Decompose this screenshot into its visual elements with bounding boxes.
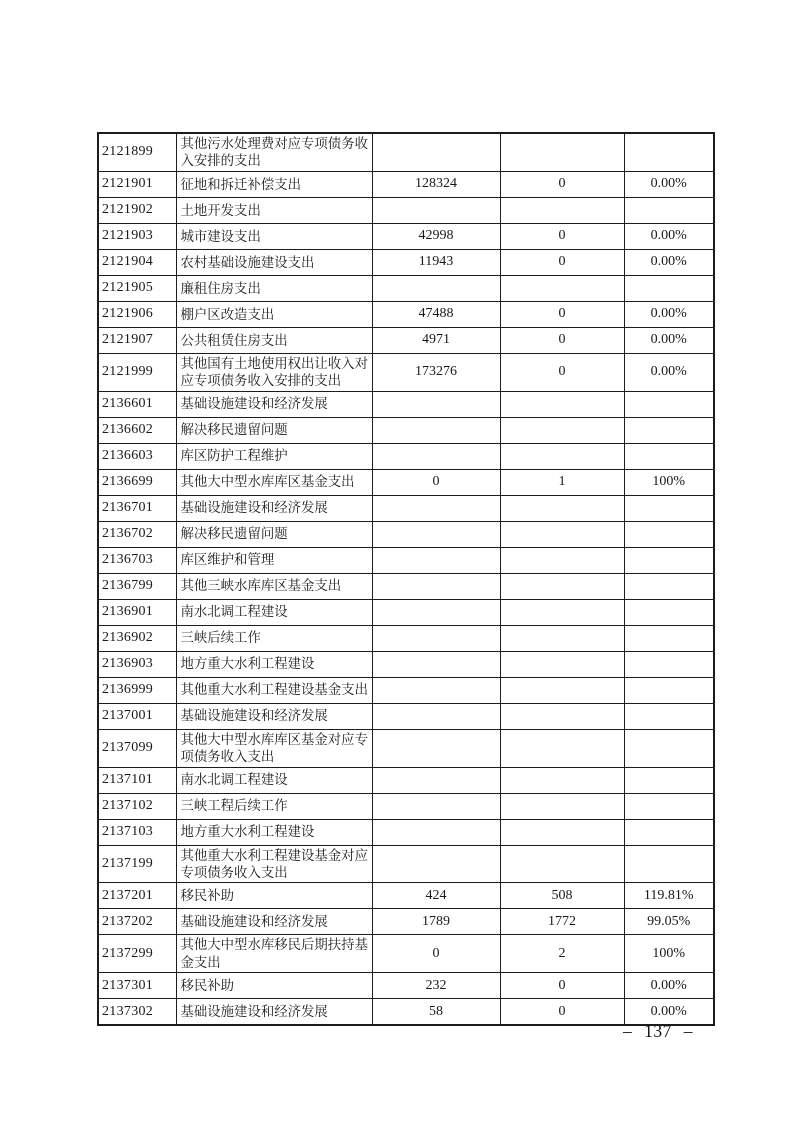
rate-cell [624, 133, 714, 171]
code-cell: 2136702 [98, 521, 176, 547]
name-cell: 三峡工程后续工作 [176, 793, 372, 819]
name-cell: 南水北调工程建设 [176, 767, 372, 793]
budget-cell: 42998 [372, 223, 500, 249]
rate-cell [624, 573, 714, 599]
code-cell: 2121903 [98, 223, 176, 249]
budget-cell: 1789 [372, 909, 500, 935]
table-row [98, 935, 714, 973]
code-cell: 2136601 [98, 391, 176, 417]
name-cell: 城市建设支出 [176, 223, 372, 249]
budget-cell: 232 [372, 973, 500, 999]
name-cell: 棚户区改造支出 [176, 301, 372, 327]
name-cell: 其他重大水利工程建设基金对应专项债务收入支出 [176, 845, 372, 883]
rate-cell [624, 521, 714, 547]
budget-cell: 0 [372, 469, 500, 495]
code-cell: 2121906 [98, 301, 176, 327]
table-row [98, 909, 714, 935]
table-row [98, 625, 714, 651]
name-cell: 土地开发支出 [176, 197, 372, 223]
rate-cell [624, 443, 714, 469]
budget-cell: 58 [372, 999, 500, 1026]
rate-cell [624, 819, 714, 845]
name-cell: 库区维护和管理 [176, 547, 372, 573]
code-cell: 2137001 [98, 703, 176, 729]
name-cell: 基础设施建设和经济发展 [176, 909, 372, 935]
actual-cell [500, 703, 624, 729]
actual-cell [500, 625, 624, 651]
actual-cell [500, 521, 624, 547]
name-cell: 基础设施建设和经济发展 [176, 999, 372, 1026]
name-cell: 三峡后续工作 [176, 625, 372, 651]
actual-cell: 0 [500, 249, 624, 275]
code-cell: 2137199 [98, 845, 176, 883]
actual-cell: 0 [500, 301, 624, 327]
code-cell: 2121902 [98, 197, 176, 223]
code-cell: 2121907 [98, 327, 176, 353]
name-cell: 库区防护工程维护 [176, 443, 372, 469]
table-row [98, 767, 714, 793]
budget-cell [372, 391, 500, 417]
rate-cell [624, 391, 714, 417]
name-cell: 廉租住房支出 [176, 275, 372, 301]
actual-cell: 508 [500, 883, 624, 909]
budget-cell: 424 [372, 883, 500, 909]
code-cell: 2121904 [98, 249, 176, 275]
code-cell: 2137299 [98, 935, 176, 973]
actual-cell [500, 845, 624, 883]
table-row [98, 469, 714, 495]
code-cell: 2121905 [98, 275, 176, 301]
rate-cell: 0.00% [624, 171, 714, 197]
rate-cell [624, 599, 714, 625]
name-cell: 基础设施建设和经济发展 [176, 391, 372, 417]
budget-table [97, 132, 715, 1026]
budget-cell: 0 [372, 935, 500, 973]
code-cell: 2137202 [98, 909, 176, 935]
budget-cell [372, 845, 500, 883]
actual-cell: 0 [500, 973, 624, 999]
actual-cell: 0 [500, 327, 624, 353]
name-cell: 其他三峡水库库区基金支出 [176, 573, 372, 599]
rate-cell [624, 495, 714, 521]
rate-cell [624, 767, 714, 793]
table-row [98, 729, 714, 767]
code-cell: 2136799 [98, 573, 176, 599]
table-row [98, 599, 714, 625]
name-cell: 其他大中型水库库区基金对应专项债务收入支出 [176, 729, 372, 767]
name-cell: 其他污水处理费对应专项债务收入安排的支出 [176, 133, 372, 171]
actual-cell [500, 767, 624, 793]
actual-cell [500, 391, 624, 417]
rate-cell: 0.00% [624, 353, 714, 391]
rate-cell [624, 793, 714, 819]
table-row [98, 443, 714, 469]
name-cell: 地方重大水利工程建设 [176, 819, 372, 845]
table-row [98, 819, 714, 845]
budget-cell: 47488 [372, 301, 500, 327]
budget-cell [372, 197, 500, 223]
rate-cell [624, 197, 714, 223]
name-cell: 征地和拆迁补偿支出 [176, 171, 372, 197]
name-cell: 地方重大水利工程建设 [176, 651, 372, 677]
budget-cell: 11943 [372, 249, 500, 275]
table-row [98, 883, 714, 909]
budget-cell [372, 599, 500, 625]
budget-cell [372, 573, 500, 599]
rate-cell [624, 417, 714, 443]
budget-cell [372, 417, 500, 443]
rate-cell [624, 729, 714, 767]
actual-cell [500, 573, 624, 599]
table-body [98, 133, 714, 1025]
code-cell: 2136701 [98, 495, 176, 521]
budget-cell [372, 793, 500, 819]
actual-cell: 0 [500, 171, 624, 197]
code-cell: 2137301 [98, 973, 176, 999]
code-cell: 2137103 [98, 819, 176, 845]
code-cell: 2136901 [98, 599, 176, 625]
name-cell: 基础设施建设和经济发展 [176, 495, 372, 521]
budget-cell [372, 133, 500, 171]
table-row [98, 249, 714, 275]
table-row [98, 223, 714, 249]
name-cell: 移民补助 [176, 883, 372, 909]
budget-cell: 4971 [372, 327, 500, 353]
table-row [98, 703, 714, 729]
code-cell: 2121999 [98, 353, 176, 391]
actual-cell: 1 [500, 469, 624, 495]
code-cell: 2137099 [98, 729, 176, 767]
rate-cell [624, 275, 714, 301]
code-cell: 2136902 [98, 625, 176, 651]
table-row [98, 171, 714, 197]
name-cell: 其他大中型水库库区基金支出 [176, 469, 372, 495]
budget-cell [372, 625, 500, 651]
table-row [98, 521, 714, 547]
actual-cell [500, 677, 624, 703]
code-cell: 2136699 [98, 469, 176, 495]
name-cell: 农村基础设施建设支出 [176, 249, 372, 275]
budget-cell [372, 275, 500, 301]
table-row [98, 973, 714, 999]
rate-cell: 0.00% [624, 249, 714, 275]
rate-cell: 100% [624, 469, 714, 495]
name-cell: 其他大中型水库移民后期扶持基金支出 [176, 935, 372, 973]
name-cell: 解决移民遗留问题 [176, 521, 372, 547]
name-cell: 南水北调工程建设 [176, 599, 372, 625]
table-row [98, 547, 714, 573]
code-cell: 2137201 [98, 883, 176, 909]
code-cell: 2137102 [98, 793, 176, 819]
rate-cell: 0.00% [624, 973, 714, 999]
rate-cell [624, 845, 714, 883]
rate-cell: 100% [624, 935, 714, 973]
actual-cell [500, 197, 624, 223]
code-cell: 2137302 [98, 999, 176, 1026]
table-row [98, 391, 714, 417]
rate-cell: 0.00% [624, 999, 714, 1026]
name-cell: 解决移民遗留问题 [176, 417, 372, 443]
rate-cell: 119.81% [624, 883, 714, 909]
rate-cell: 0.00% [624, 223, 714, 249]
name-cell: 基础设施建设和经济发展 [176, 703, 372, 729]
page-number: – 137 – [623, 1021, 693, 1041]
budget-cell [372, 703, 500, 729]
actual-cell: 1772 [500, 909, 624, 935]
budget-cell [372, 521, 500, 547]
actual-cell: 0 [500, 223, 624, 249]
table-row [98, 677, 714, 703]
actual-cell [500, 729, 624, 767]
actual-cell [500, 819, 624, 845]
actual-cell: 0 [500, 999, 624, 1026]
rate-cell [624, 625, 714, 651]
actual-cell [500, 793, 624, 819]
budget-cell: 173276 [372, 353, 500, 391]
code-cell: 2121901 [98, 171, 176, 197]
name-cell: 公共租赁住房支出 [176, 327, 372, 353]
rate-cell [624, 677, 714, 703]
table-row [98, 197, 714, 223]
rate-cell [624, 703, 714, 729]
table-row [98, 275, 714, 301]
table-row [98, 301, 714, 327]
budget-cell [372, 729, 500, 767]
actual-cell [500, 133, 624, 171]
rate-cell: 99.05% [624, 909, 714, 935]
name-cell: 移民补助 [176, 973, 372, 999]
table-row [98, 573, 714, 599]
actual-cell [500, 275, 624, 301]
budget-cell [372, 819, 500, 845]
budget-cell [372, 651, 500, 677]
actual-cell [500, 443, 624, 469]
table-row [98, 793, 714, 819]
actual-cell [500, 599, 624, 625]
code-cell: 2136602 [98, 417, 176, 443]
table-row [98, 495, 714, 521]
budget-cell [372, 495, 500, 521]
name-cell: 其他国有土地使用权出让收入对应专项债务收入安排的支出 [176, 353, 372, 391]
code-cell: 2137101 [98, 767, 176, 793]
budget-cell [372, 677, 500, 703]
table-row [98, 651, 714, 677]
actual-cell: 2 [500, 935, 624, 973]
table-row [98, 133, 714, 171]
code-cell: 2136703 [98, 547, 176, 573]
table-row [98, 353, 714, 391]
table-row [98, 417, 714, 443]
actual-cell: 0 [500, 353, 624, 391]
budget-cell: 128324 [372, 171, 500, 197]
code-cell: 2136603 [98, 443, 176, 469]
rate-cell: 0.00% [624, 327, 714, 353]
code-cell: 2121899 [98, 133, 176, 171]
rate-cell: 0.00% [624, 301, 714, 327]
table-row [98, 327, 714, 353]
actual-cell [500, 651, 624, 677]
code-cell: 2136999 [98, 677, 176, 703]
code-cell: 2136903 [98, 651, 176, 677]
budget-cell [372, 547, 500, 573]
rate-cell [624, 547, 714, 573]
actual-cell [500, 547, 624, 573]
actual-cell [500, 495, 624, 521]
table-row [98, 845, 714, 883]
actual-cell [500, 417, 624, 443]
rate-cell [624, 651, 714, 677]
budget-cell [372, 443, 500, 469]
budget-cell [372, 767, 500, 793]
name-cell: 其他重大水利工程建设基金支出 [176, 677, 372, 703]
